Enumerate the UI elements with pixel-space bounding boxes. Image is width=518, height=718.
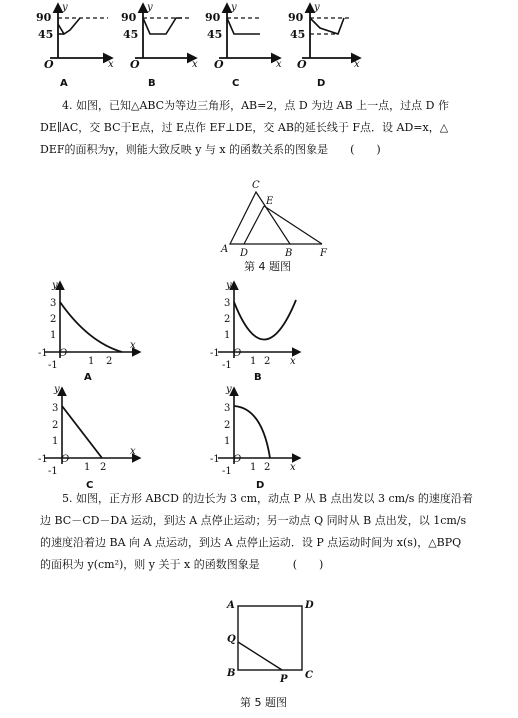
q3-d-x: x [354, 59, 360, 70]
q4a-o: O [59, 348, 68, 359]
q3-b-y45: 45 [123, 28, 139, 41]
q3-options-strip [0, 0, 518, 90]
q4d-y: y [226, 384, 232, 395]
q3-c-y: y [231, 2, 237, 13]
q4-pt-b: B [285, 248, 293, 259]
q4-option-d: D [256, 480, 265, 491]
q4-option-a: A [84, 372, 92, 383]
q4a-xm1: -1 [38, 348, 48, 359]
q4-pt-e: E [266, 196, 274, 207]
q4c-y: y [54, 384, 60, 395]
q4c-o: O [61, 454, 70, 465]
q4c-2: 2 [52, 420, 59, 431]
q3-graph-b [121, 2, 198, 71]
q3-d-y45: 45 [290, 28, 306, 41]
q4d-x: x [290, 462, 296, 473]
q4b-x1: 1 [250, 356, 257, 367]
q5-pt-b: B [227, 668, 236, 679]
q3-graph-c [205, 2, 282, 71]
q4-graph-d [210, 384, 300, 477]
q4-pt-f: F [320, 248, 327, 259]
q5-text-line3: 的速度沿着边 BA 向 A 点运动，到达 A 点停止运动．设 P 点运动时间为 x(s)，△BPQ [40, 536, 462, 549]
q4d-x2: 2 [264, 462, 271, 473]
q3-option-a: A [60, 78, 68, 89]
q4c-x: x [130, 446, 136, 457]
q4-options [0, 278, 518, 498]
q4c-1: 1 [52, 436, 59, 447]
q3-option-d: D [317, 78, 326, 89]
q4-graph-b [210, 280, 300, 371]
q5-pt-d: D [305, 600, 314, 611]
q3-a-y: y [62, 2, 68, 13]
q4a-2: 2 [50, 314, 57, 325]
q4d-1: 1 [224, 436, 231, 447]
q4d-x1: 1 [250, 462, 257, 473]
q4b-x2: 2 [264, 356, 271, 367]
q3-a-y45: 45 [38, 28, 54, 41]
q5-text-line2: 边 BC－CD－DA 运动，到达 A 点停止运动；另一动点 Q 同时从 B 点出发，以 1cm/s [40, 514, 467, 527]
q4-pt-a: A [221, 244, 229, 255]
q5-figure [0, 594, 518, 694]
q3-option-b: B [148, 78, 156, 89]
q5-pt-q: Q [227, 634, 236, 645]
q4b-1: 1 [224, 330, 231, 341]
q4c-ym1: -1 [48, 466, 58, 477]
q5-figure-caption: 第 5 题图 [240, 696, 287, 709]
q4-pt-d: D [240, 248, 249, 259]
q3-d-y90: 90 [288, 11, 304, 24]
q4a-x1: 1 [88, 356, 95, 367]
q4a-x2: 2 [106, 356, 113, 367]
q3-c-y90: 90 [205, 11, 221, 24]
q4d-o: O [233, 454, 242, 465]
q4d-xm1: -1 [210, 454, 220, 465]
q4b-2: 2 [224, 314, 231, 325]
q3-graph-d [288, 2, 360, 71]
q4-graph-a [38, 280, 140, 371]
q4a-ym1: -1 [48, 360, 58, 371]
q3-c-o: O [214, 58, 224, 71]
q4-text-line3: DEF的面积为y，则能大致反映 y 与 x 的函数关系的图象是 ( ) [40, 143, 381, 156]
q4a-3: 3 [50, 298, 57, 309]
q4-figure-caption: 第 4 题图 [244, 260, 291, 273]
q4-figure [0, 176, 518, 266]
q3-b-x: x [192, 59, 198, 70]
q5-text-line1: 5. 如图，正方形 ABCD 的边长为 3 cm，动点 P 从 B 点出发以 3 cm/s 的速度沿着 [62, 492, 473, 505]
q3-option-c: C [232, 78, 240, 89]
q4a-x: x [130, 340, 136, 351]
q4b-3: 3 [224, 298, 231, 309]
q4-graph-c [38, 384, 140, 477]
q4c-x2: 2 [100, 462, 107, 473]
q4-pt-c: C [252, 180, 260, 191]
q4b-xm1: -1 [210, 348, 220, 359]
q3-a-o: O [44, 58, 54, 71]
q5-text-line4: 的面积为 y(cm²)，则 y 关于 x 的函数图象是 ( ) [40, 558, 324, 571]
q4b-ym1: -1 [222, 360, 232, 371]
q4c-xm1: -1 [38, 454, 48, 465]
q4b-o: O [233, 348, 242, 359]
q4d-2: 2 [224, 420, 231, 431]
q3-b-y: y [147, 2, 153, 13]
q4a-y: y [52, 280, 58, 291]
q5-pt-c: C [305, 670, 313, 681]
q4d-3: 3 [224, 403, 231, 414]
q5-pt-p: P [280, 674, 288, 685]
q4-text-line1: 4. 如图，已知△ABC为等边三角形，AB=2，点 D 为边 AB 上一点，过点 D 作 [62, 99, 449, 112]
q4b-y: y [226, 280, 232, 291]
q3-b-o: O [130, 58, 140, 71]
q4a-1: 1 [50, 330, 57, 341]
q4d-ym1: -1 [222, 466, 232, 477]
q3-b-y90: 90 [121, 11, 137, 24]
q3-a-y90: 90 [36, 11, 52, 24]
q4-option-b: B [254, 372, 262, 383]
q5-pt-a: A [227, 600, 235, 611]
q4-option-c: C [86, 480, 94, 491]
q3-a-x: x [108, 59, 114, 70]
q4b-x: x [290, 356, 296, 367]
q3-graph-a [36, 2, 114, 71]
q3-d-o: O [297, 58, 307, 71]
q4-text-line2: DE∥AC，交 BC于E点，过 E点作 EF⊥DE，交 AB的延长线于 F点．设 AD=x，△ [40, 121, 449, 134]
q4c-x1: 1 [84, 462, 91, 473]
q3-c-x: x [276, 59, 282, 70]
q4c-3: 3 [52, 403, 59, 414]
q3-c-y45: 45 [207, 28, 223, 41]
q3-d-y: y [314, 2, 320, 13]
